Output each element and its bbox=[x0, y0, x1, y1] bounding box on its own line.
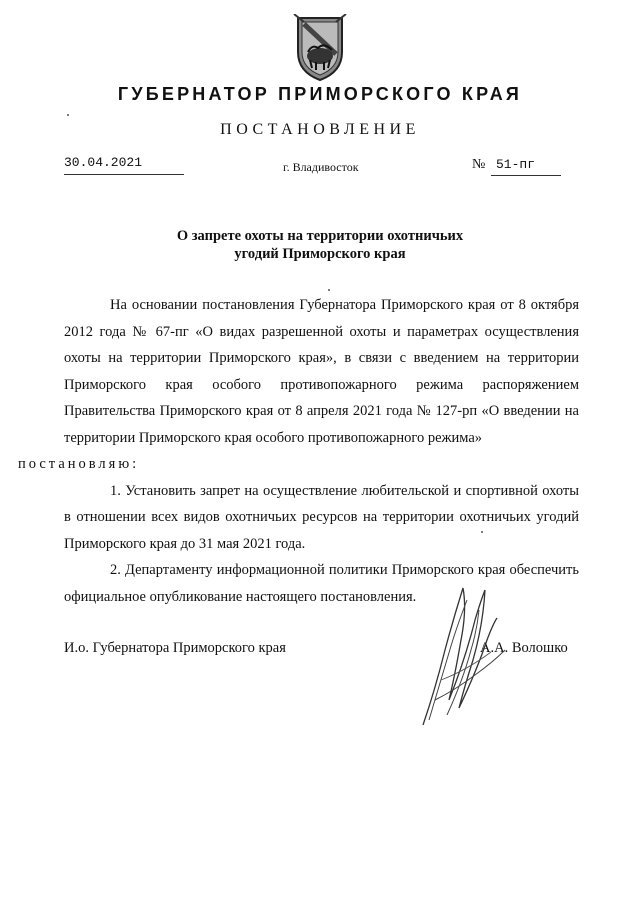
subject-line-2: угодий Приморского края bbox=[234, 246, 406, 262]
number-underline bbox=[491, 175, 561, 176]
number-sign: № bbox=[472, 157, 486, 172]
paragraph-preamble bbox=[18, 292, 579, 478]
date-underline bbox=[64, 174, 184, 175]
paragraph-item-1: 1. Установить запрет на осуществление любительской и спортивной охоты в отношении всех видов охотничьих ресурсов на территории охотничьих угодий Приморского края до 31 мая 2021 года. bbox=[64, 482, 579, 552]
paragraph-item-2: 2. Департаменту информационной политики Приморского края обеспечить официальное опубликование настоящего постановления. bbox=[64, 562, 579, 605]
signatory-name: А.А. Волошко bbox=[480, 640, 568, 656]
subject-line-1: О запрете охоты на территории охотничьих bbox=[176, 228, 464, 244]
scan-speck bbox=[481, 531, 483, 533]
scan-speck bbox=[67, 114, 69, 116]
handwritten-signature bbox=[405, 580, 525, 730]
document-body bbox=[18, 292, 579, 610]
preamble-text: На основании постановления Губернатора Приморского края от 8 октября 2012 года № 67-пг «О видах разрешенной охоты и параметрах осуществления охоты на территории Приморского края», в связи с введением на территории Приморского края особого противопожарного режима распоряжением Правительства Приморского края от 8 апреля 2021 года № 127-рп «О введении на территории Приморского края особого противопожарного режима» bbox=[64, 297, 579, 446]
coat-of-arms-icon bbox=[290, 14, 350, 82]
document-subject bbox=[120, 227, 520, 263]
document-number: 51-пг bbox=[496, 157, 536, 172]
resolution-word: постановляю: bbox=[18, 456, 140, 472]
document-city: г. Владивосток bbox=[283, 160, 359, 174]
issuer-title: ГУБЕРНАТОР ПРИМОРСКОГО КРАЯ bbox=[117, 84, 523, 104]
document-type: ПОСТАНОВЛЕНИЕ bbox=[220, 121, 420, 138]
signatory-position: И.о. Губернатора Приморского края bbox=[64, 640, 286, 656]
document-date: 30.04.2021 bbox=[64, 155, 143, 170]
scan-speck bbox=[328, 289, 330, 291]
